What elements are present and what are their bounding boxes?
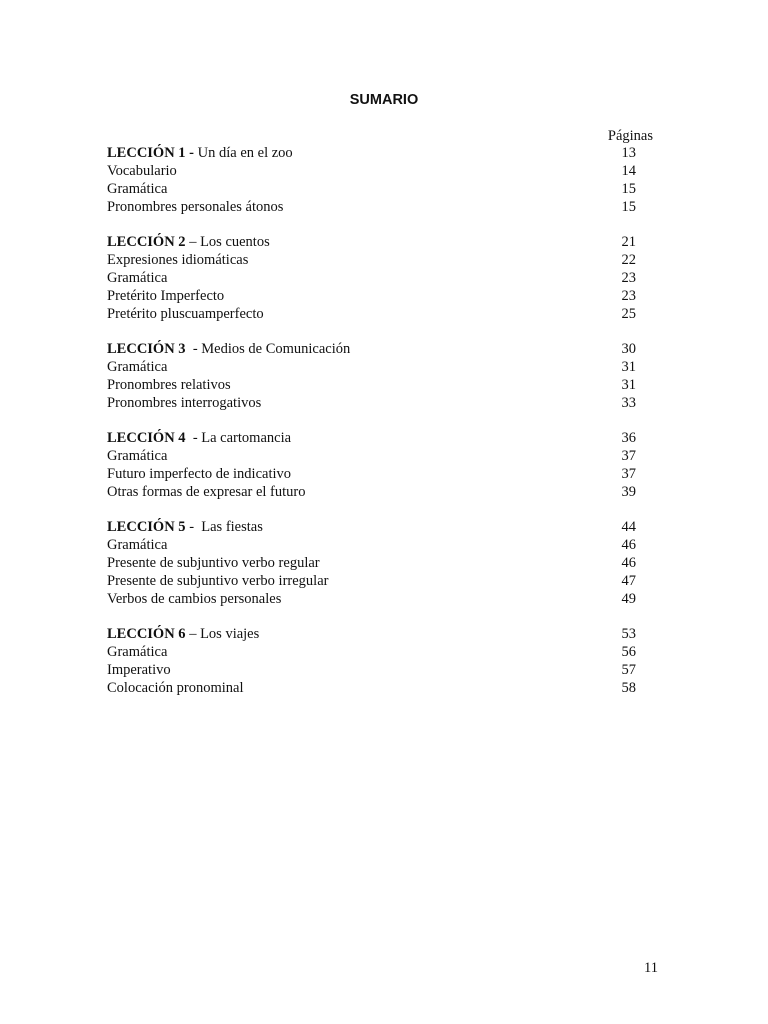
toc-entry — [107, 644, 653, 662]
toc-entry-page: 39 — [621, 483, 636, 500]
lesson-title: – Los cuentos — [185, 234, 270, 251]
toc-entry-page: 33 — [621, 394, 636, 411]
toc-entry-page: 15 — [621, 198, 636, 215]
toc-entry-page: 57 — [621, 661, 636, 678]
toc-entry — [107, 591, 653, 609]
toc-entry — [107, 270, 653, 288]
toc-entry-label: Expresiones idiomáticas — [107, 251, 249, 268]
lesson-row — [107, 341, 653, 359]
table-of-contents — [107, 127, 653, 715]
toc-sections — [107, 145, 653, 698]
lesson-page-number: 21 — [621, 234, 636, 251]
toc-entry — [107, 537, 653, 555]
toc-entry-page: 23 — [621, 287, 636, 304]
toc-entry-label: Gramática — [107, 447, 168, 464]
lesson-row — [107, 519, 653, 537]
lesson-title: Un día en el zoo — [194, 145, 293, 161]
toc-entry — [107, 662, 653, 680]
toc-entry-page: 37 — [621, 465, 636, 482]
lesson-number: LECCIÓN 4 — [107, 430, 186, 447]
lesson-heading — [107, 430, 291, 448]
toc-entry-label: Pretérito pluscuamperfecto — [107, 305, 264, 322]
toc-entry-label: Presente de subjuntivo verbo irregular — [107, 572, 329, 589]
toc-entry — [107, 252, 653, 270]
pages-column-header: Páginas — [607, 128, 653, 144]
toc-entry — [107, 466, 653, 484]
toc-entry-page: 31 — [621, 358, 636, 375]
toc-entry — [107, 448, 653, 466]
toc-section — [107, 234, 653, 323]
toc-section — [107, 626, 653, 698]
toc-entry-label: Otras formas de expresar el futuro — [107, 483, 306, 500]
lesson-title: – Los viajes — [185, 626, 260, 643]
toc-entry-page: 47 — [621, 572, 636, 589]
toc-entry — [107, 163, 653, 181]
toc-entry-page: 31 — [621, 376, 636, 393]
toc-entry-page: 14 — [621, 162, 636, 179]
lesson-row — [107, 234, 653, 252]
toc-entry — [107, 288, 653, 306]
toc-entry-label: Vocabulario — [107, 162, 177, 179]
lesson-page-number: 44 — [621, 519, 636, 536]
toc-entry — [107, 306, 653, 324]
toc-entry-label: Pronombres interrogativos — [107, 394, 262, 411]
toc-section — [107, 519, 653, 608]
toc-section — [107, 430, 653, 502]
toc-entry-label: Gramática — [107, 358, 168, 375]
toc-entry-label: Gramática — [107, 537, 168, 554]
toc-entry-label: Colocación pronominal — [107, 679, 244, 696]
toc-entry-label: Gramática — [107, 643, 168, 660]
toc-entry-label: Imperativo — [107, 661, 171, 678]
toc-entry — [107, 181, 653, 199]
toc-entry-label: Gramática — [107, 180, 168, 197]
lesson-row — [107, 430, 653, 448]
lesson-number: LECCIÓN 6 — [107, 626, 186, 643]
lesson-number: LECCIÓN 2 — [107, 234, 186, 251]
toc-entry — [107, 377, 653, 395]
toc-entry-page: 37 — [621, 447, 636, 464]
lesson-number: LECCIÓN 5 — [107, 519, 186, 536]
lesson-title: - La cartomancia — [185, 430, 292, 447]
toc-entry-label: Pretérito Imperfecto — [107, 287, 225, 304]
toc-entry-page: 58 — [621, 679, 636, 696]
toc-entry — [107, 395, 653, 413]
toc-entry — [107, 555, 653, 573]
toc-section — [107, 145, 653, 217]
lesson-title: - Las fiestas — [185, 519, 263, 536]
lesson-heading — [107, 234, 270, 252]
lesson-page-number: 13 — [621, 145, 636, 161]
toc-entry — [107, 199, 653, 217]
toc-entry-page: 49 — [621, 590, 636, 607]
toc-entry-page: 56 — [621, 643, 636, 660]
toc-entry-label: Futuro imperfecto de indicativo — [107, 465, 292, 482]
toc-entry-page: 25 — [621, 305, 636, 322]
toc-entry-page: 15 — [621, 180, 636, 197]
toc-entry-label: Presente de subjuntivo verbo regular — [107, 554, 320, 571]
lesson-row — [107, 145, 653, 163]
lesson-heading — [107, 145, 293, 163]
lesson-page-number: 30 — [621, 341, 636, 358]
lesson-heading — [107, 519, 263, 537]
toc-entry-label: Gramática — [107, 269, 168, 286]
lesson-number: LECCIÓN 3 — [107, 341, 186, 358]
toc-entry — [107, 359, 653, 377]
toc-entry — [107, 484, 653, 502]
toc-entry-label: Pronombres personales átonos — [107, 198, 284, 215]
lesson-heading — [107, 626, 259, 644]
toc-entry — [107, 680, 653, 698]
lesson-heading — [107, 341, 350, 359]
toc-entry-page: 23 — [621, 269, 636, 286]
toc-entry-page: 46 — [621, 554, 636, 571]
page-title: SUMARIO — [349, 92, 419, 108]
toc-section — [107, 341, 653, 413]
lesson-row — [107, 626, 653, 644]
lesson-page-number: 36 — [621, 430, 636, 447]
toc-entry-page: 46 — [621, 537, 636, 554]
toc-entry-page: 22 — [621, 251, 636, 268]
toc-entry — [107, 573, 653, 591]
lesson-title: - Medios de Comunicación — [185, 341, 351, 358]
toc-entry-label: Verbos de cambios personales — [107, 590, 282, 607]
page-number: 11 — [644, 960, 658, 976]
lesson-number: LECCIÓN 1 - — [107, 145, 195, 161]
toc-entry-label: Pronombres relativos — [107, 376, 231, 393]
lesson-page-number: 53 — [621, 626, 636, 643]
